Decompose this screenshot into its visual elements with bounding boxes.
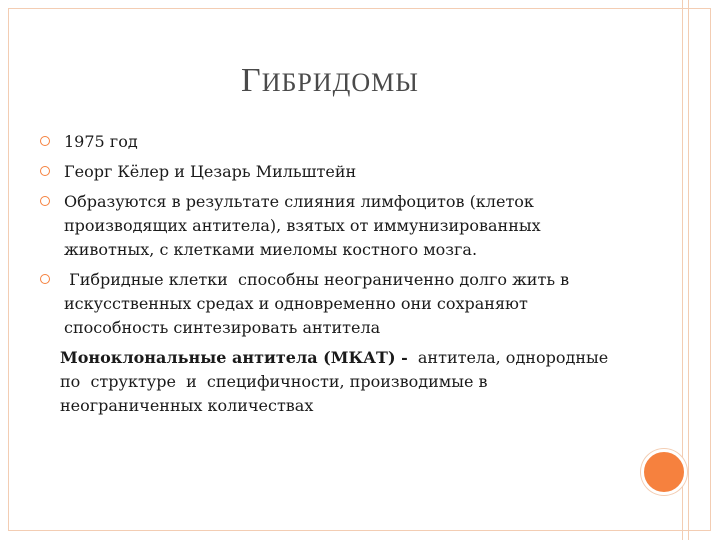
- bullet-circle-icon: [40, 136, 50, 146]
- bullet-item: [40, 268, 630, 340]
- bullet-circle-icon: [40, 166, 50, 176]
- decorative-circle: [641, 449, 687, 495]
- bullet-circle-icon: [40, 196, 50, 206]
- bullet-item: [40, 190, 630, 262]
- slide-content: [40, 130, 630, 418]
- bullet-circle-icon: [40, 274, 50, 284]
- title-first-letter: Г: [241, 62, 262, 99]
- definition-term: Моноклональные антитела (МКАТ) -: [60, 348, 408, 367]
- bullet-text: Образуются в результате слияния лимфоцитов (клеток производящих антитела), взятых от иммунизированных животных, с клетками миеломы костного мозга.: [64, 192, 541, 259]
- bullet-text: Гибридные клетки способны неограниченно долго жить в искусственных средах и одновременно они сохраняют способность синтезировать антитела: [64, 270, 575, 337]
- slide-title: [0, 62, 660, 100]
- bullet-item: [40, 160, 630, 184]
- bullet-item: [40, 130, 630, 154]
- title-rest: ИБРИДОМЫ: [261, 68, 419, 97]
- bullet-text: 1975 год: [64, 132, 138, 151]
- bullet-text: Георг Кёлер и Цезарь Мильштейн: [64, 162, 357, 181]
- definition-text: антитела, однородные по структуре и специфичности, производимые в неограниченных количествах: [60, 348, 619, 415]
- definition-paragraph: [40, 346, 630, 418]
